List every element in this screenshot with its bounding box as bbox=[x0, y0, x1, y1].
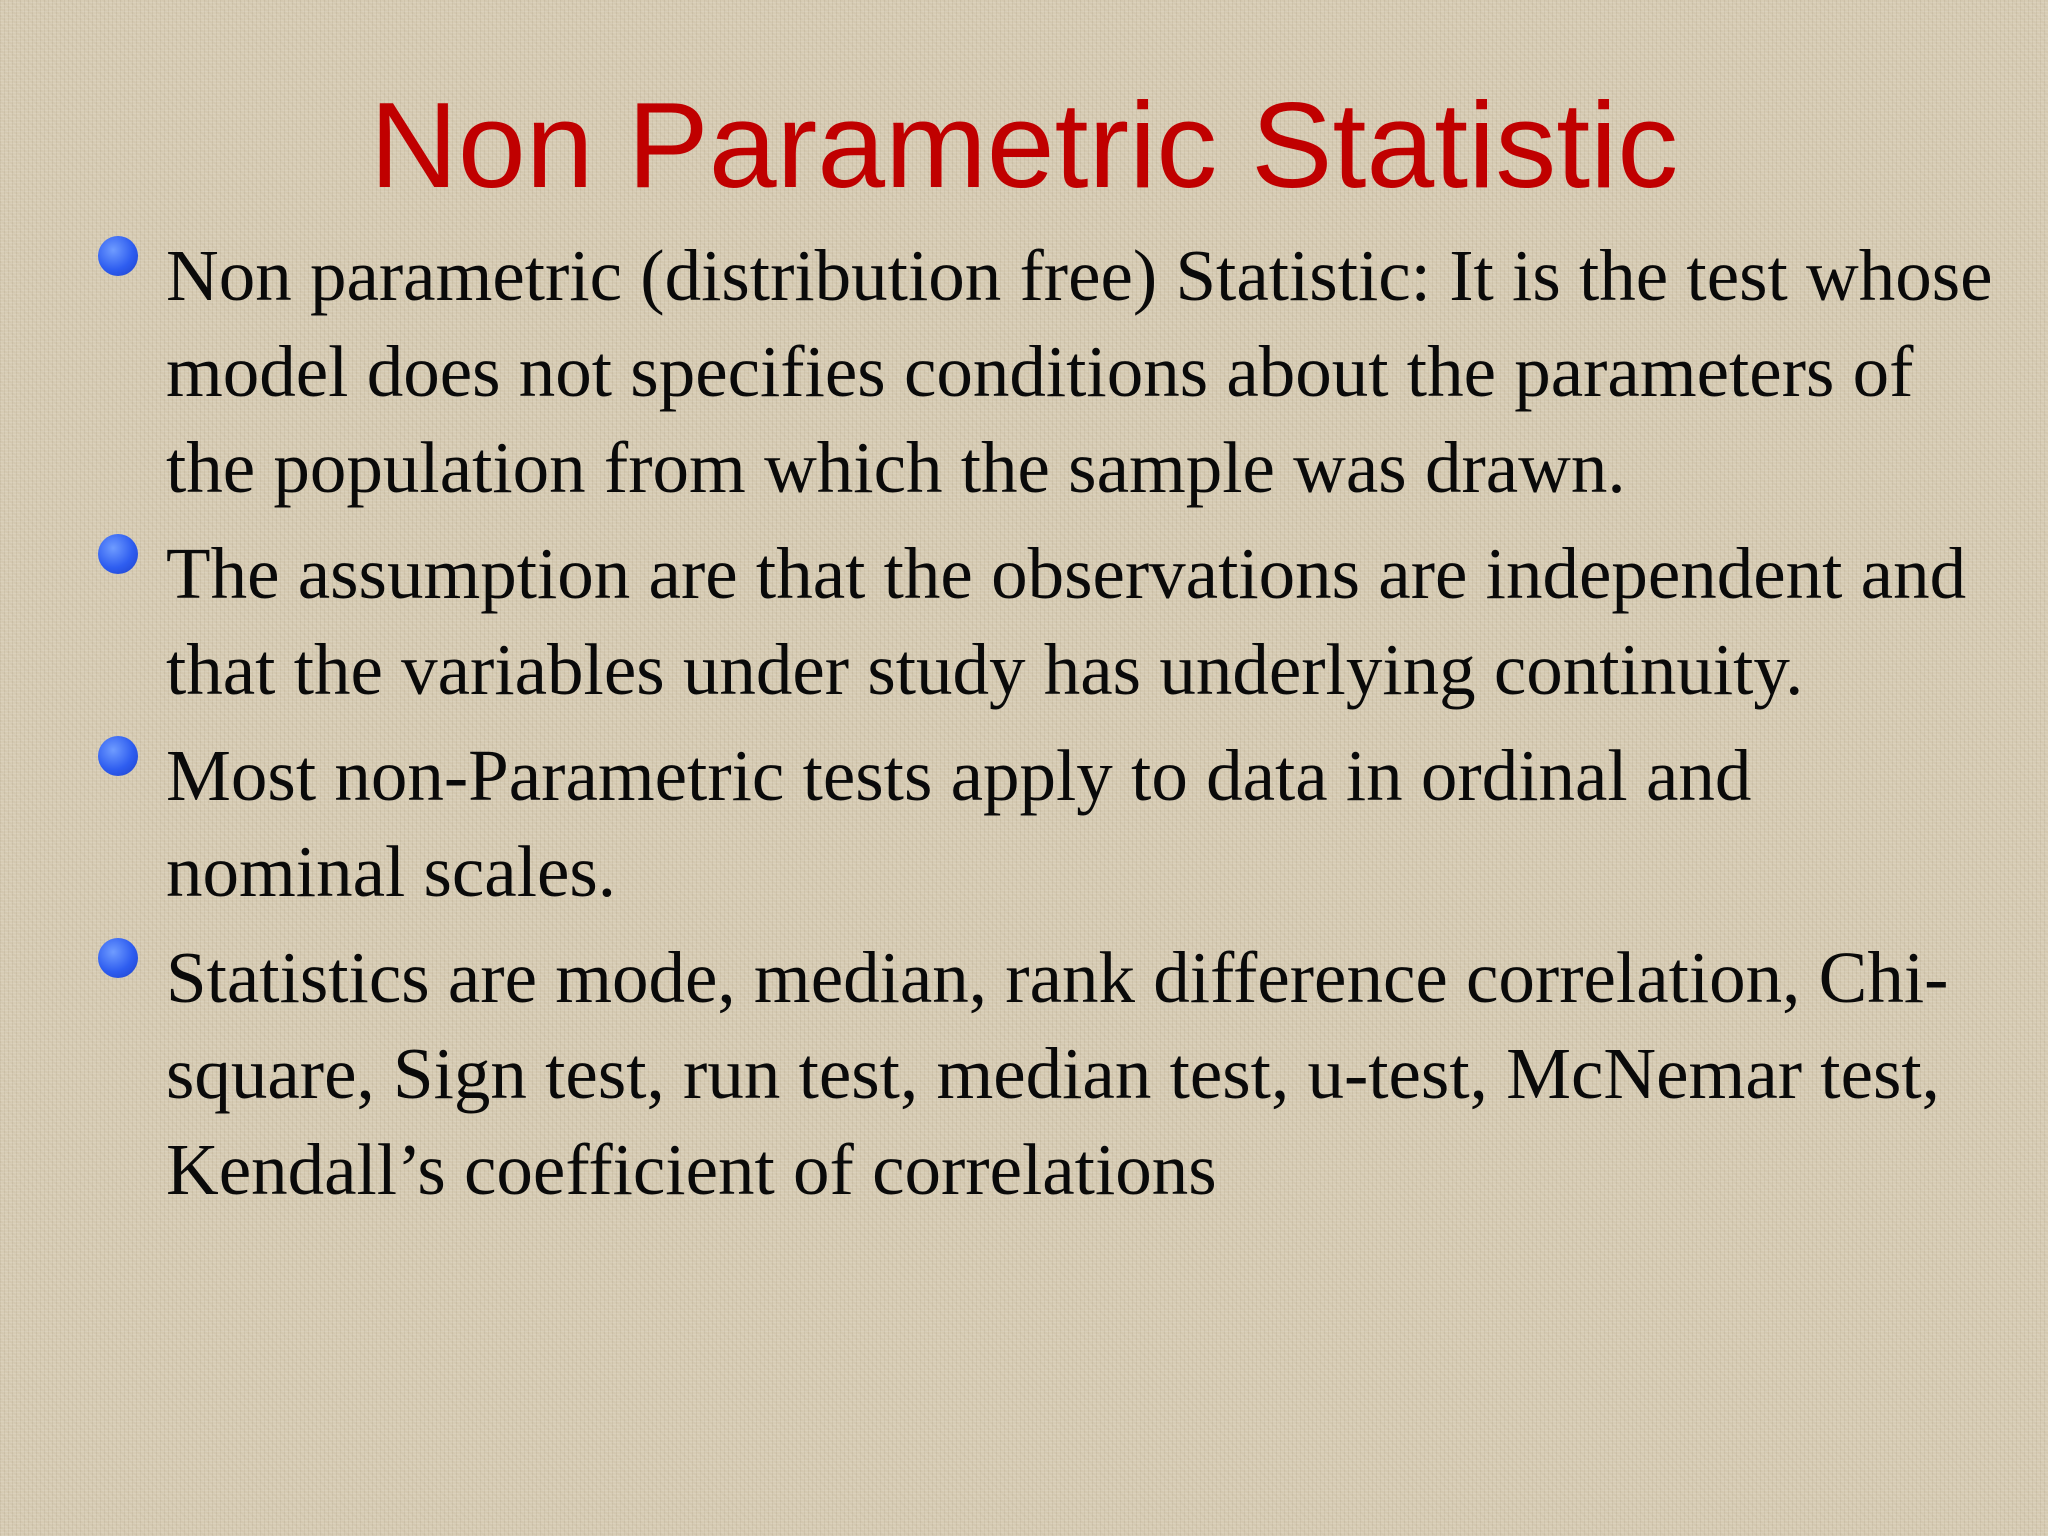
bullet-item-statistics bbox=[96, 930, 1996, 1218]
bullet-text: Non parametric (distribution free) Statistic: It is the test whose model does not specifies conditions about the parameters of the population from which the sample was drawn. bbox=[166, 235, 1993, 508]
bullet-dot-icon bbox=[98, 534, 138, 574]
bullet-list bbox=[96, 228, 1996, 1228]
bullet-dot-icon bbox=[98, 236, 138, 276]
bullet-item-scales bbox=[96, 728, 1996, 920]
bullet-text: The assumption are that the observations are independent and that the variables under study has underlying continuity. bbox=[166, 533, 1967, 710]
bullet-dot-icon bbox=[98, 736, 138, 776]
bullet-text: Most non-Parametric tests apply to data in ordinal and nominal scales. bbox=[166, 735, 1752, 912]
bullet-item-assumptions bbox=[96, 526, 1996, 718]
bullet-item-definition bbox=[96, 228, 1996, 516]
slide-title: Non Parametric Statistic bbox=[369, 77, 1679, 213]
bullet-dot-icon bbox=[98, 938, 138, 978]
bullet-text: Statistics are mode, median, rank difference correlation, Chi-square, Sign test, run test, median test, u-test, McNemar test, Kendall’s coefficient of correlations bbox=[166, 937, 1949, 1210]
